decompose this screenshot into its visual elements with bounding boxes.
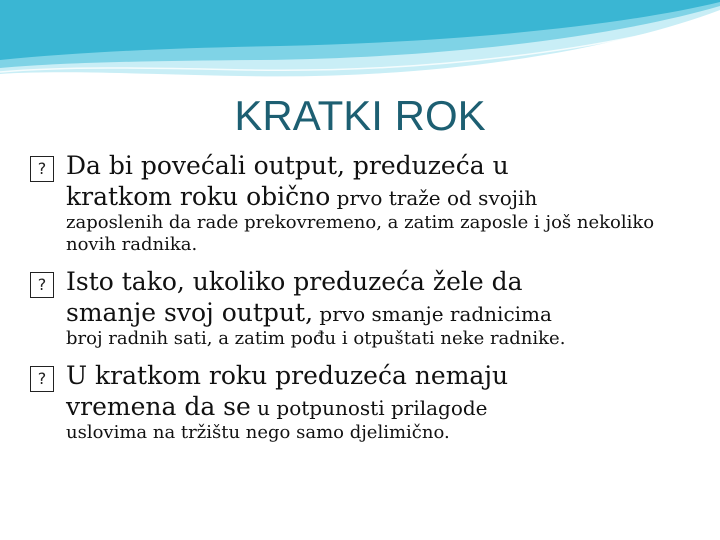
bullet-emphasis: kratkom roku obično <box>66 182 331 211</box>
bullet-detail: zaposlenih da rade prekovremeno, a zatim zaposle i još nekoliko novih radnika. <box>66 212 655 255</box>
bullet-line-2 <box>66 297 700 328</box>
bullet-item <box>30 150 700 256</box>
bullet-item <box>30 360 700 444</box>
bullet-continuation: prvo traže od svojih <box>330 186 538 210</box>
bullet-line-1: U kratkom roku preduzeća nemaju <box>66 361 509 390</box>
bullet-continuation: u potpunosti prilagode <box>250 396 488 420</box>
missing-glyph-icon: ? <box>30 366 54 392</box>
bullet-emphasis: smanje svoj output, <box>66 298 314 327</box>
bullet-line-2 <box>66 391 700 422</box>
bullet-detail: uslovima na tržištu nego samo djelimično. <box>66 422 450 443</box>
bullet-line-1: Da bi povećali output, preduzeća u <box>66 151 509 180</box>
bullet-detail: broj radnih sati, a zatim pođu i otpuštati neke radnike. <box>66 328 566 349</box>
missing-glyph-icon: ? <box>30 156 54 182</box>
missing-glyph-icon: ? <box>30 272 54 298</box>
bullet-line-1: Isto tako, ukoliko preduzeća žele da <box>66 267 523 296</box>
bullet-line-2 <box>66 181 700 212</box>
slide-body <box>30 150 700 454</box>
header-wave-decoration <box>0 0 720 90</box>
slide-title: KRATKI ROK <box>234 92 486 139</box>
bullet-emphasis: vremena da se <box>66 392 251 421</box>
bullet-item <box>30 266 700 350</box>
bullet-continuation: prvo smanje radnicima <box>313 302 552 326</box>
